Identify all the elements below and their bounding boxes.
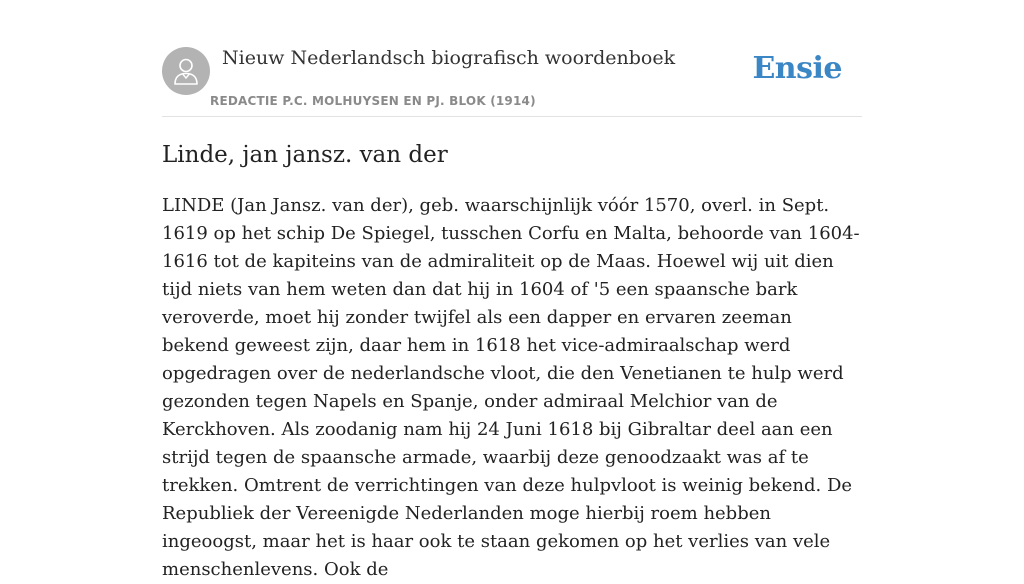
source-title[interactable]: Nieuw Nederlandsch biografisch woordenboek bbox=[222, 47, 676, 69]
user-icon bbox=[173, 56, 199, 86]
source-editors: REDACTIE P.C. MOLHUYSEN EN PJ. BLOK (1914) bbox=[210, 94, 536, 108]
ensie-logo[interactable]: Ensie bbox=[752, 51, 842, 86]
entry-body: LINDE (Jan Jansz. van der), geb. waarschijnlijk vóór 1570, overl. in Sept. 1619 op het schip De Spiegel, tusschen Corfu en Malta, behoorde van 1604-1616 tot de kapiteins van de admiraliteit op de Maas. Hoewel wij uit dien tijd niets van hem weten dan dat hij in 1604 of '5 een spaansche bark veroverde, moet hij zonder twijfel als een dapper en ervaren zeeman bekend geweest zijn, daar hem in 1618 het vice-admiraalschap werd opgedragen over de nederlandsche vloot, die den Venetianen te hulp werd gezonden tegen Napels en Spanje, onder admiraal Melchior van de Kerckhoven. Als zoodanig nam hij 24 Juni 1618 bij Gibraltar deel aan een strijd tegen de spaansche armade, waarbij deze genoodzaakt was af te trekken. Omtrent de verrichtingen van deze hulpvloot is weinig bekend. De Republiek der Vereenigde Nederlanden moge hierbij roem hebben ingeoogst, maar het is haar ook te staan gekomen op het verlies van vele menschenlevens. Ook de bbox=[162, 195, 860, 580]
source-header bbox=[162, 0, 862, 117]
entry-title: Linde, jan jansz. van der bbox=[162, 142, 448, 168]
content-container bbox=[162, 0, 862, 580]
avatar[interactable] bbox=[162, 47, 210, 95]
